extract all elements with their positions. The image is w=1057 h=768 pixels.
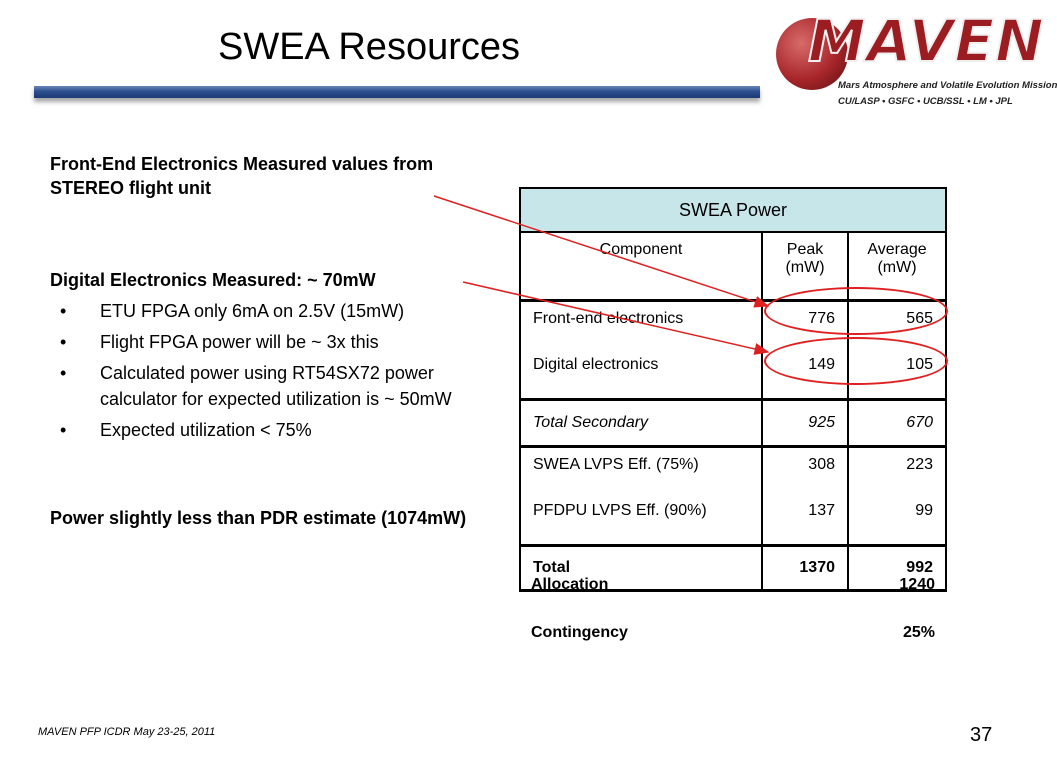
arrow-front-end [434,196,768,306]
cell-peak: 925 [762,400,848,447]
cell-component: Total Secondary [520,400,762,447]
cell-component: PFDPU LVPS Eff. (90%) [520,492,762,546]
heading-pdr-estimate: Power slightly less than PDR estimate (1074mW) [50,508,467,528]
cell-component: Front-end electronics [520,301,762,347]
cell-average: 992 [848,546,946,591]
logo-partners: CU/LASP • GSFC • UCB/SSL • LM • JPL [838,96,1013,107]
allocation-label: Allocation [531,576,609,593]
cell-peak: 776 [762,301,848,347]
col-header-component: Component [520,232,762,301]
footer-text: MAVEN PFP ICDR May 23-25, 2011 [38,726,216,738]
contingency-value: 25% [902,624,935,641]
contingency-label: Contingency [531,624,628,641]
cell-average: 565 [848,301,946,347]
bullet-item: • Flight FPGA power will be ~ 3x this [50,329,490,355]
allocation-value: 1240 [899,576,935,593]
cell-component: Digital electronics [520,346,762,400]
page-number: 37 [970,724,993,746]
slide-title: SWEA Resources [218,26,520,68]
heading-front-end: Front-End Electronics Measured values from STEREO flight unit [50,154,434,198]
bullet-item: • Calculated power using RT54SX72 power calculator for expected utilization is ~ 50mW [50,360,490,412]
cell-peak: 1370 [762,546,848,591]
bullet-item: • Expected utilization < 75% [50,417,490,443]
col-header-peak: Peak (mW) [762,232,848,301]
cell-peak: 137 [762,492,848,546]
cell-peak: 308 [762,447,848,493]
cell-component: Total [520,546,762,591]
bullet-item: • ETU FPGA only 6mA on 2.5V (15mW) [50,298,490,324]
cell-average: 670 [848,400,946,447]
cell-average: 105 [848,346,946,400]
cell-component: SWEA LVPS Eff. (75%) [520,447,762,493]
logo-wordmark: MAVEN [808,7,1045,75]
cell-average: 223 [848,447,946,493]
cell-average: 99 [848,492,946,546]
col-header-average: Average (mW) [848,232,946,301]
heading-digital: Digital Electronics Measured: ~ 70mW [50,270,376,290]
cell-peak: 149 [762,346,848,400]
arrow-digital [463,282,768,352]
logo-subtitle: Mars Atmosphere and Volatile Evolution Mission [838,80,1057,91]
table-title: SWEA Power [520,188,946,232]
